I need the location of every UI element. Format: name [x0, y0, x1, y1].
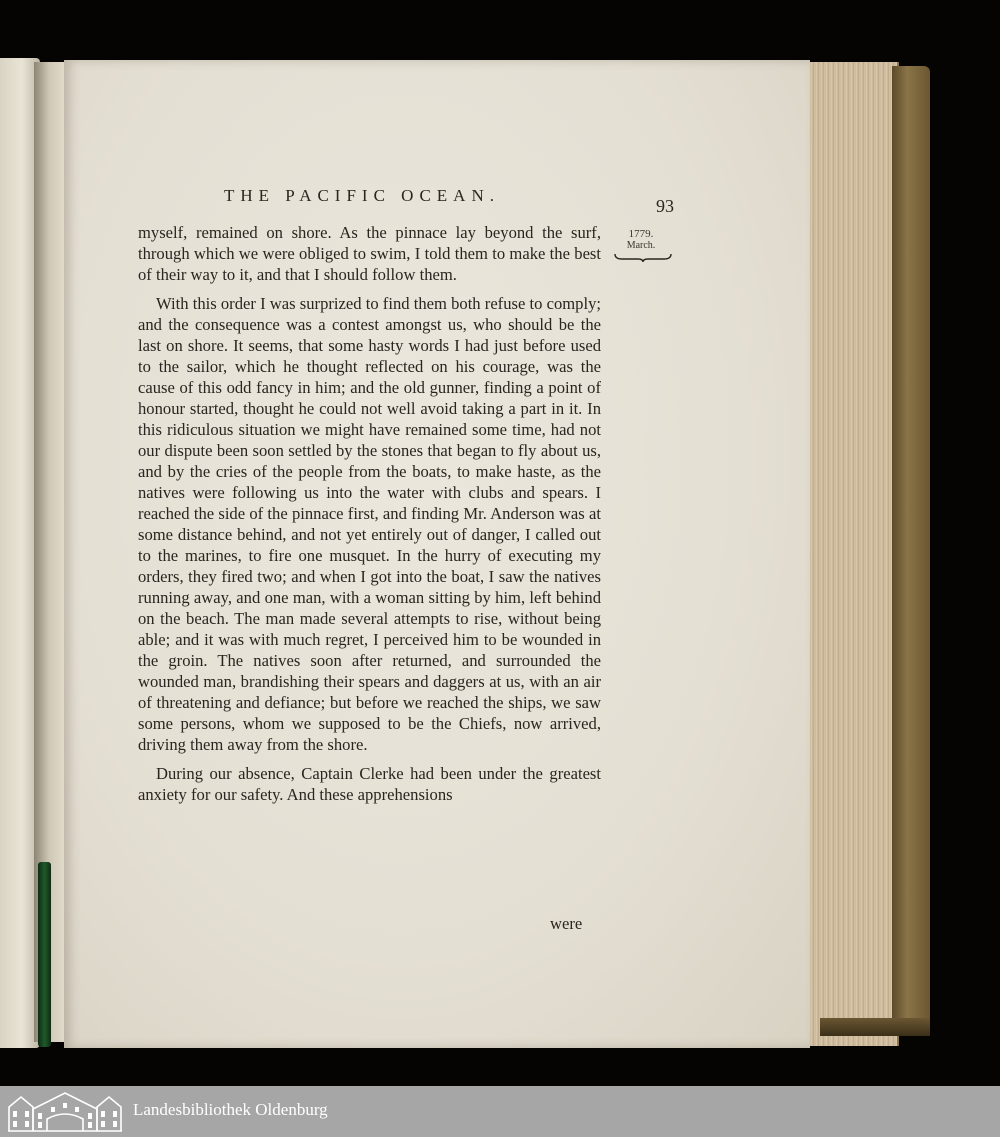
ribbon-bookmark [38, 862, 51, 1047]
curly-brace-icon [614, 253, 672, 263]
paragraph-1: myself, remained on shore. As the pinnace lay beyond the surf, through which we were obliged to swim, I told them to make the best of their way to it, and that I should follow them. [138, 223, 601, 284]
book-cover-bottom [820, 1018, 930, 1036]
catchword: were [550, 914, 583, 933]
running-head: THE PACIFIC OCEAN. [224, 186, 500, 205]
library-footer-bar [0, 1086, 1000, 1137]
paragraph-3: During our absence, Captain Clerke had been under the greatest anxiety for our safety. And these apprehensions [138, 764, 601, 804]
library-name: Landesbibliothek Oldenburg [133, 1100, 328, 1119]
margin-note-year: 1779. [628, 228, 654, 240]
margin-note [614, 229, 668, 263]
paragraph-2: With this order I was surprized to find them both refuse to comply; and the consequence was a contest amongst us, who should be the last on shore. It seems, that some hasty words I had just before used to the sailor, which he thought reflected on his courage, was the cause of this odd fancy in him; and the old gunner, finding a point of honour started, thought he could not well avoid taking a part in it. In this ridiculous situation we might have remained some time, had not our dispute been soon settled by the stones that began to fly about us, and by the cries of the people from the boats, to make haste, as the natives were following us into the water with clubs and spears. I reached the side of the pinnace first, and finding Mr. Anderson was at some distance behind, and not yet entirely out of danger, I called out to the marines, to fire one musquet. In the hurry of executing my orders, they fired two; and when I got into the boat, I saw the natives running away, and one man, with a woman sitting by him, left behind on the beach. The man made several attempts to rise, without being able; and it was with much regret, I perceived him to be wounded in the groin. The natives soon after returned, and surrounded the wounded man, brandishing their spears and daggers at us, with an air of threatening and defiance; but before we reached the ships, we saw some persons, whom we supposed to be the Chiefs, now arrived, driving them away from the shore. [138, 294, 601, 754]
body-text [138, 222, 601, 805]
library-building-logo-icon [7, 1089, 123, 1133]
margin-note-month: March. [626, 240, 656, 251]
page-block-edges [805, 62, 899, 1046]
page-number: 93 [656, 196, 674, 216]
book-cover-edge [892, 66, 930, 1036]
